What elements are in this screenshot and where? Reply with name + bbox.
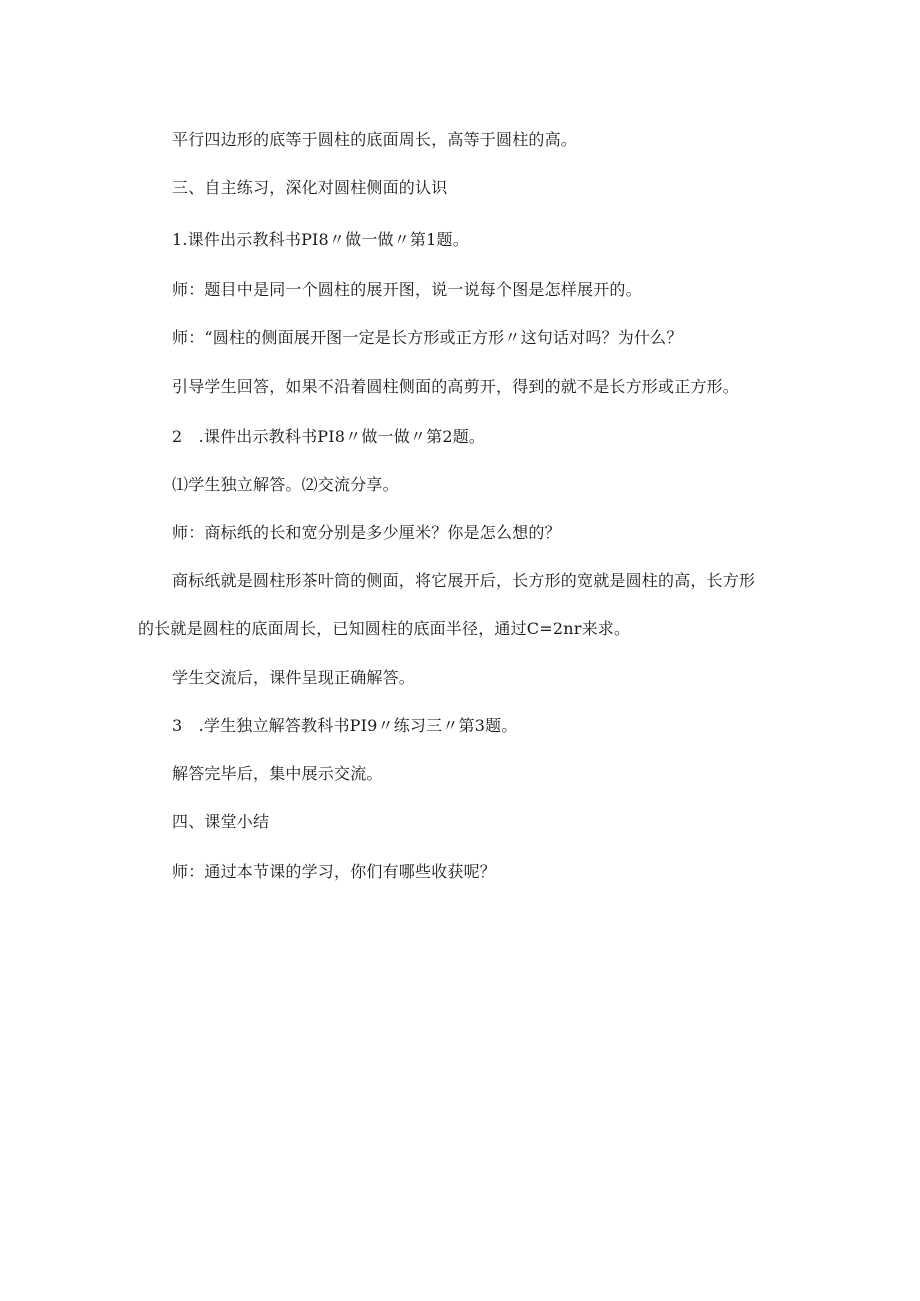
paragraph-teacher-question-2: 师：“圆柱的侧面展开图一定是长方形或正方形〃这句话对吗？为什么？ (172, 328, 683, 347)
paragraph-students-exchange: 学生交流后，课件呈现正确解答。 (172, 668, 416, 687)
paragraph-exercise-1: 1.课件出示教科书PI8〃做一做〃第1题。 (172, 230, 469, 249)
section-heading-practice: 三、自主练习，深化对圆柱侧面的认识 (172, 178, 448, 197)
paragraph-teacher-question-1: 师：题目中是同一个圆柱的展开图，说一说每个图是怎样展开的。 (172, 280, 642, 299)
section-heading-summary: 四、课堂小结 (172, 812, 270, 831)
paragraph-guide-students: 引导学生回答，如果不沿着圆柱侧面的高剪开，得到的就不是长方形或正方形。 (172, 377, 740, 396)
paragraph-independent-answer: ⑴学生独立解答。⑵交流分享。 (172, 475, 399, 494)
paragraph-exercise-2: 2 .课件出示教科书PI8〃做一做〃第2题。 (172, 427, 486, 446)
paragraph-label-explanation-line1: 商标纸就是圆柱形茶叶筒的侧面，将它展开后，长方形的宽就是圆柱的高，长方形 (172, 571, 756, 590)
paragraph-teacher-closing-question: 师：通过本节课的学习，你们有哪些收获呢？ (172, 862, 497, 881)
paragraph-label-explanation-line2: 的长就是圆柱的底面周长，已知圆柱的底面半径，通过C=2nr来求。 (138, 619, 631, 638)
paragraph-parallelogram-conclusion: 平行四边形的底等于圆柱的底面周长，高等于圆柱的高。 (172, 130, 578, 149)
paragraph-exercise-3: 3 .学生独立解答教科书PI9〃练习三〃第3题。 (172, 716, 518, 735)
paragraph-display-exchange: 解答完毕后，集中展示交流。 (172, 764, 383, 783)
paragraph-teacher-question-3: 师：商标纸的长和宽分别是多少厘米？你是怎么想的？ (172, 523, 561, 542)
